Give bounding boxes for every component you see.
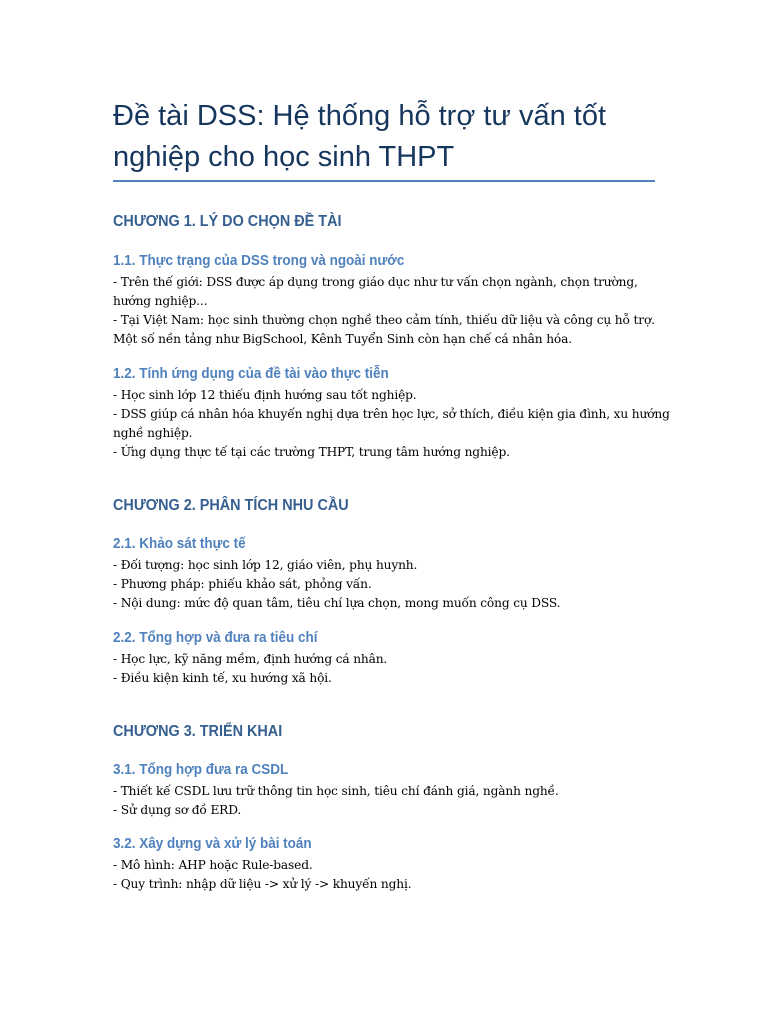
body-line: - Ứng dụng thực tế tại các trường THPT, trung tâm hướng nghiệp.	[113, 445, 510, 459]
section-3-2-heading: 3.2. Xây dựng và xử lý bài toán	[113, 836, 312, 852]
body-line: - Đối tượng: học sinh lớp 12, giáo viên, phụ huynh.	[113, 558, 418, 572]
body-line: - Thiết kế CSDL lưu trữ thông tin học sinh, tiêu chí đánh giá, ngành nghề.	[113, 784, 559, 798]
section-1-2-body	[113, 386, 673, 462]
chapter-1-heading: CHƯƠNG 1. LÝ DO CHỌN ĐỀ TÀI	[113, 213, 342, 230]
document-title: Đề tài DSS: Hệ thống hỗ trợ tư vấn tốt nghiệp cho học sinh THPT	[113, 100, 606, 173]
body-line: nghề nghiệp.	[113, 426, 193, 440]
body-line: - Học sinh lớp 12 thiếu định hướng sau tốt nghiệp.	[113, 388, 417, 402]
chapter-2-heading: CHƯƠNG 2. PHÂN TÍCH NHU CẦU	[113, 497, 349, 514]
section-1-1-heading: 1.1. Thực trạng của DSS trong và ngoài nước	[113, 253, 405, 269]
body-line: Một số nền tảng như BigSchool, Kênh Tuyển Sinh còn hạn chế cá nhân hóa.	[113, 332, 572, 346]
body-line: - Nội dung: mức độ quan tâm, tiêu chí lựa chọn, mong muốn công cụ DSS.	[113, 596, 561, 610]
section-3-2-body	[113, 856, 673, 894]
body-line: hướng nghiệp...	[113, 294, 208, 308]
body-line: - Điều kiện kinh tế, xu hướng xã hội.	[113, 671, 332, 685]
body-line: - Học lực, kỹ năng mềm, định hướng cá nhân.	[113, 652, 388, 666]
section-3-1-body	[113, 782, 673, 820]
section-2-2-body	[113, 650, 673, 688]
chapter-3-heading: CHƯƠNG 3. TRIỂN KHAI	[113, 723, 283, 740]
body-line: - Quy trình: nhập dữ liệu -> xử lý -> khuyến nghị.	[113, 877, 412, 891]
body-line: - Phương pháp: phiếu khảo sát, phỏng vấn.	[113, 577, 372, 591]
body-line: - Sử dụng sơ đồ ERD.	[113, 803, 242, 817]
title-divider	[113, 180, 655, 182]
section-2-1-body	[113, 556, 673, 613]
section-1-1-body	[113, 273, 673, 349]
body-line: - Trên thế giới: DSS được áp dụng trong giáo dục như tư vấn chọn ngành, chọn trường,	[113, 275, 638, 289]
section-1-2-heading: 1.2. Tính ứng dụng của đề tài vào thực tiễn	[113, 366, 389, 382]
section-2-2-heading: 2.2. Tổng hợp và đưa ra tiêu chí	[113, 630, 318, 646]
body-line: - Mô hình: AHP hoặc Rule-based.	[113, 858, 313, 872]
section-3-1-heading: 3.1. Tổng hợp đưa ra CSDL	[113, 762, 289, 778]
section-2-1-heading: 2.1. Khảo sát thực tế	[113, 536, 246, 552]
body-line: - DSS giúp cá nhân hóa khuyến nghị dựa trên học lực, sở thích, điều kiện gia đình, xu hướng	[113, 407, 670, 421]
body-line: - Tại Việt Nam: học sinh thường chọn nghề theo cảm tính, thiếu dữ liệu và công cụ hỗ trợ.	[113, 313, 655, 327]
